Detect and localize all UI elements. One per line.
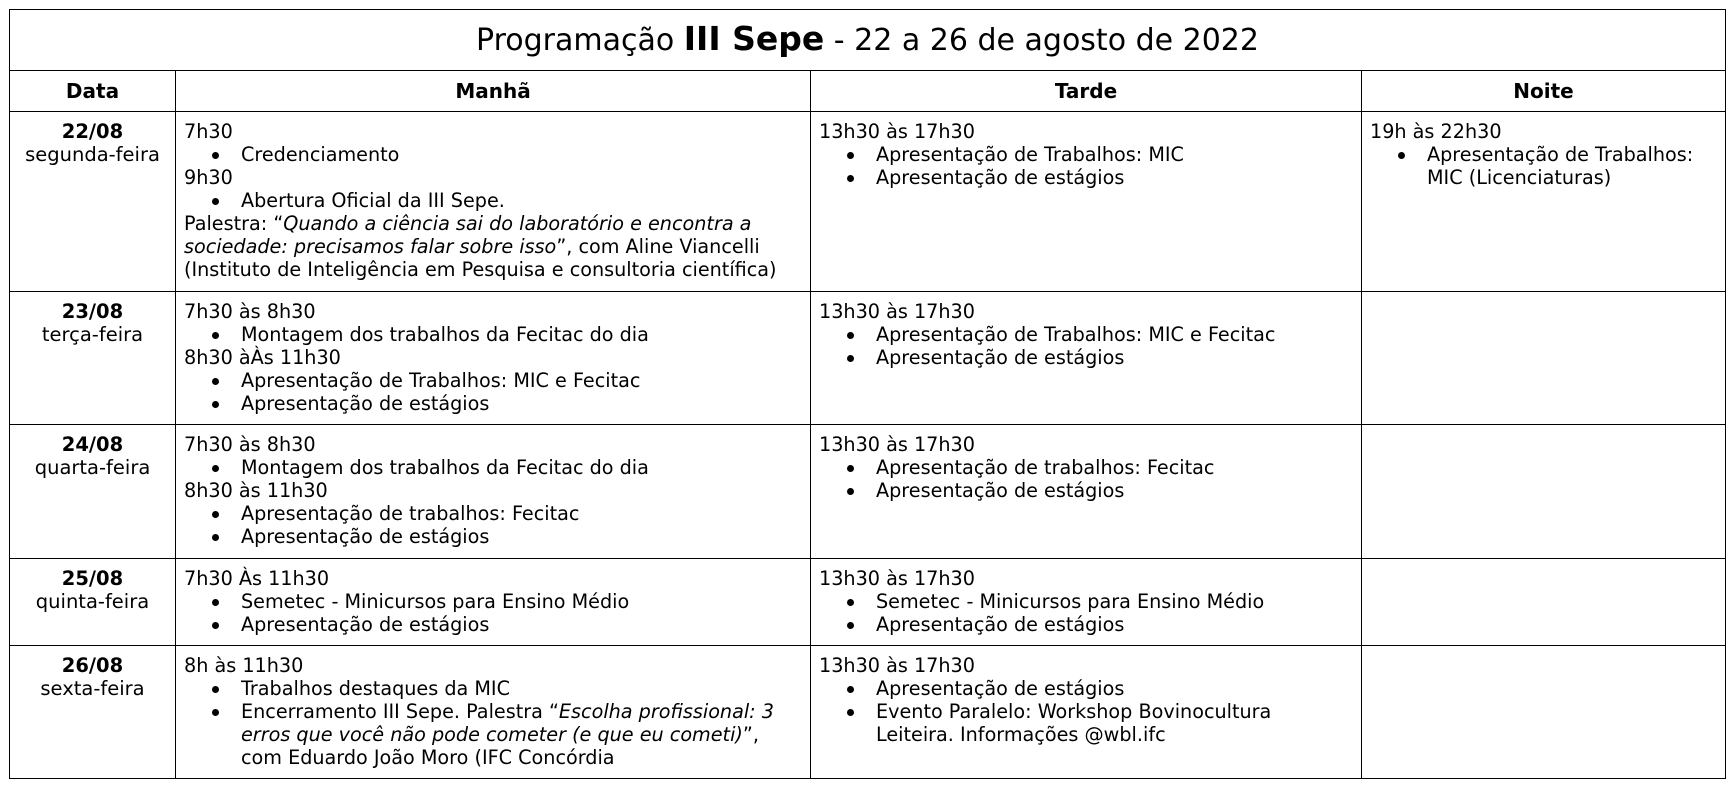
closing-prefix: Encerramento III Sepe. Palestra “: [241, 700, 559, 723]
list-item: Montagem dos trabalhos da Fecitac do dia: [241, 323, 802, 346]
date-label: 22/08: [61, 120, 124, 143]
title-suffix: - 22 a 26 de agosto de 2022: [824, 23, 1259, 58]
time-label: 13h30 às 17h30: [819, 120, 975, 143]
weekday-label: quarta-feira: [34, 456, 151, 479]
night-cell: [1362, 646, 1726, 779]
date-label: 26/08: [61, 654, 124, 677]
weekday-label: quinta-feira: [35, 590, 150, 613]
weekday-label: terça-feira: [41, 323, 144, 346]
night-cell: [1362, 559, 1726, 646]
list-item: Apresentação de estágios: [241, 392, 802, 415]
list-item: Apresentação de Trabalhos: MIC (Licenciaturas): [1427, 143, 1717, 189]
time-label: 13h30 às 17h30: [819, 300, 975, 323]
afternoon-cell: [811, 559, 1362, 646]
morning-cell: [176, 559, 811, 646]
list-item: Apresentação de estágios: [876, 346, 1353, 369]
activity-list: [184, 502, 802, 548]
morning-cell: [176, 425, 811, 559]
list-item: Apresentação de estágios: [241, 525, 802, 548]
afternoon-cell: [811, 425, 1362, 559]
activity-list: [184, 590, 802, 636]
list-item: Apresentação de estágios: [876, 479, 1353, 502]
afternoon-cell: [811, 646, 1362, 779]
header-afternoon: Tarde: [811, 71, 1362, 112]
header-night: Noite: [1362, 71, 1726, 112]
activity-list: [819, 323, 1353, 369]
closing-talk-title: Escolha profissional: 3 erros que você não pode cometer (e que eu cometi): [241, 700, 774, 746]
date-cell: [10, 292, 176, 425]
weekday-label: sexta-feira: [40, 677, 145, 700]
morning-cell: [176, 292, 811, 425]
list-item: Apresentação de estágios: [876, 677, 1353, 700]
list-item: Montagem dos trabalhos da Fecitac do dia: [241, 456, 802, 479]
night-cell: [1362, 425, 1726, 559]
page-title: [10, 10, 1726, 71]
table-row: [10, 425, 1726, 559]
time-label: 7h30 Às 11h30: [184, 567, 330, 590]
table-row: [10, 559, 1726, 646]
time-label: 7h30 às 8h30: [184, 433, 316, 456]
list-item: Apresentação de estágios: [241, 613, 802, 636]
time-label: 7h30 às 8h30: [184, 300, 316, 323]
activity-list: [184, 369, 802, 415]
list-item: Semetec - Minicursos para Ensino Médio: [241, 590, 802, 613]
list-item: Credenciamento: [241, 143, 802, 166]
list-item: Semetec - Minicursos para Ensino Médio: [876, 590, 1353, 613]
date-cell: [10, 425, 176, 559]
time-label: 7h30: [184, 120, 233, 143]
activity-list: [819, 677, 1353, 746]
header-morning: Manhã: [176, 71, 811, 112]
time-label: 19h às 22h30: [1370, 120, 1502, 143]
activity-list: [184, 189, 802, 212]
time-label: 8h30 às 11h30: [184, 479, 328, 502]
date-label: 24/08: [61, 433, 124, 456]
list-item: Evento Paralelo: Workshop Bovinocultura Leiteira. Informações @wbl.ifc: [876, 700, 1353, 746]
talk-prefix: Palestra: “: [184, 212, 284, 235]
night-cell: [1362, 292, 1726, 425]
list-item: Apresentação de trabalhos: Fecitac: [876, 456, 1353, 479]
table-row: [10, 292, 1726, 425]
activity-list: [1370, 143, 1717, 189]
time-label: 9h30: [184, 166, 233, 189]
list-item: Apresentação de estágios: [876, 166, 1353, 189]
time-label: 8h30 àÀs 11h30: [184, 346, 341, 369]
list-item: [241, 700, 802, 769]
title-event: III Sepe: [683, 19, 825, 58]
closing-suffix: ”, com Eduardo João Moro (IFC Concórdia: [241, 723, 759, 769]
activity-list: [819, 143, 1353, 189]
morning-cell: [176, 112, 811, 292]
morning-cell: [176, 646, 811, 779]
afternoon-cell: [811, 292, 1362, 425]
table-row: [10, 646, 1726, 779]
list-item: Trabalhos destaques da MIC: [241, 677, 802, 700]
time-label: 8h às 11h30: [184, 654, 304, 677]
activity-list: [184, 456, 802, 479]
list-item: Apresentação de estágios: [876, 613, 1353, 636]
list-item: Apresentação de Trabalhos: MIC e Fecitac: [876, 323, 1353, 346]
activity-list: [184, 143, 802, 166]
activity-list: [184, 323, 802, 346]
list-item: Abertura Oficial da III Sepe.: [241, 189, 802, 212]
date-cell: [10, 112, 176, 292]
date-label: 23/08: [61, 300, 124, 323]
activity-list: [819, 456, 1353, 502]
talk-title: Quando a ciência sai do laboratório e encontra a sociedade: precisamos falar sobre isso: [184, 212, 752, 258]
header-date: Data: [10, 71, 176, 112]
talk-suffix: ”, com Aline Viancelli (Instituto de Inteligência em Pesquisa e consultoria científica): [184, 235, 777, 281]
time-label: 13h30 às 17h30: [819, 567, 975, 590]
list-item: Apresentação de trabalhos: Fecitac: [241, 502, 802, 525]
date-label: 25/08: [61, 567, 124, 590]
list-item: Apresentação de Trabalhos: MIC e Fecitac: [241, 369, 802, 392]
weekday-label: segunda-feira: [25, 143, 160, 166]
date-cell: [10, 646, 176, 779]
night-cell: [1362, 112, 1726, 292]
activity-list: [184, 677, 802, 769]
afternoon-cell: [811, 112, 1362, 292]
time-label: 13h30 às 17h30: [819, 433, 975, 456]
title-prefix: Programação: [476, 23, 684, 58]
activity-list: [819, 590, 1353, 636]
date-cell: [10, 559, 176, 646]
list-item: Apresentação de Trabalhos: MIC: [876, 143, 1353, 166]
table-row: [10, 112, 1726, 292]
talk-paragraph: [184, 212, 802, 281]
schedule-table: [9, 9, 1726, 779]
time-label: 13h30 às 17h30: [819, 654, 975, 677]
